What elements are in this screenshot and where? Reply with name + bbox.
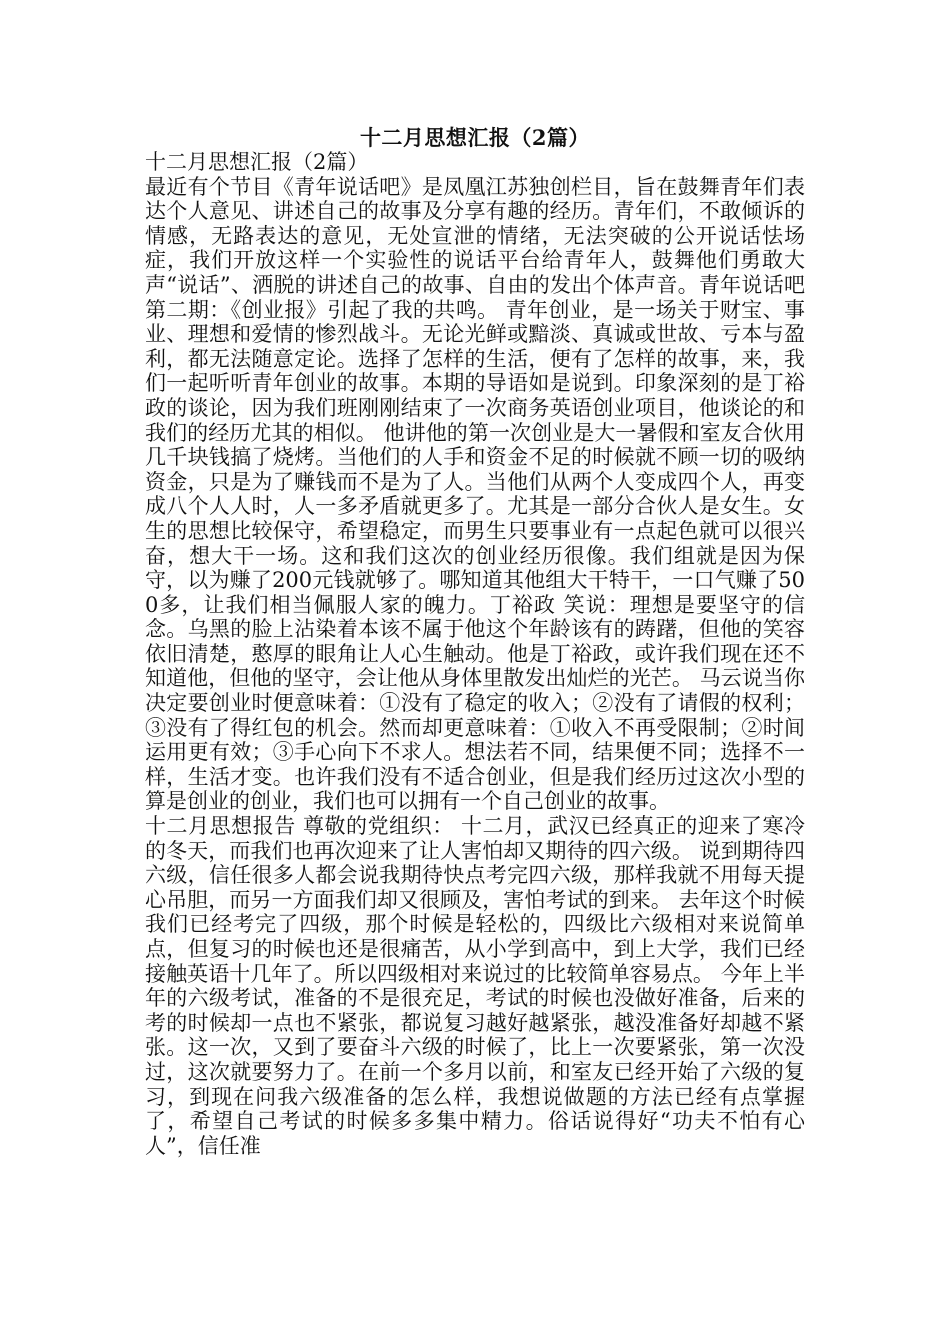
body-paragraph-2: 十二月思想报告 尊敬的党组织： 十二月，武汉已经真正的迎来了寒冷的冬天，而我们也再次迎来了让人害怕却又期待的四六级。 说到期待四六级，信任很多人都会说我期待快点考完四六级，那样我就不用每天提心吊胆，而另一方面我们却又很顾及，害怕考试的到来。 去年这个时候我们已经考完了四级，那个时候是轻松的，四级比六级相对来说简单点，但复习的时候也还是很痛苦，从小学到高中，到上大学，我们已经接触英语十几年了。所以四级相对来说过的比较简单容易点。 今年上半年的六级考试，准备的不是很充足，考试的时候也没做好准备，后来的考的时候却一点也不紧张，都说复习越好越紧张，越没准备好却越不紧张。这一次，又到了要奋斗六级的时候了，比上一次要紧张，第一次没过，这次就要努力了。在前一个多月以前，和室友已经开始了六级的复习，到现在问我六级准备的怎么样，我想说做题的方法已经有点掌握了，希望自己考试的时候多多集中精力。俗话说得好“功夫不怕有心人”，信任准: [145, 814, 805, 1158]
body-paragraph-1: 最近有个节目《青年说话吧》是凤凰江苏独创栏目，旨在鼓舞青年们表达个人意见、讲述自己的故事及分享有趣的经历。青年们，不敢倾诉的情感，无路表达的意见，无处宣泄的情绪，无法突破的公开说话怯场症，我们开放这样一个实验性的说话平台给青年人，鼓舞他们勇敢大声“说话”、洒脱的讲述自己的故事、自由的发出个体声音。青年说话吧第二期：《创业报》引起了我的共鸣。 青年创业，是一场关于财宝、事业、理想和爱情的惨烈战斗。无论光鲜或黯淡、真诚或世故、亏本与盈利，都无法随意定论。选择了怎样的生活，便有了怎样的故事，来，我们一起听听青年创业的故事。本期的导语如是说到。印象深刻的是丁裕政的谈论，因为我们班刚刚结束了一次商务英语创业项目，他谈论的和我们的经历尤其的相似。 他讲他的第一次创业是大一暑假和室友合伙用几千块钱搞了烧烤。当他们的人手和资金不足的时候就不顾一切的吸纳资金，只是为了赚钱而不是为了人。当他们从两个人变成四个人，再变成八个人人时，人一多矛盾就更多了。尤其是一部分合伙人是女生。女生的思想比较保守，希望稳定，而男生只要事业有一点起色就可以很兴奋，想大干一场。这和我们这次的创业经历很像。我们组就是因为保守，以为赚了200元钱就够了。哪知道其他组大干特干，一口气赚了500多，让我们相当佩服人家的魄力。丁裕政 笑说：理想是要坚守的信念。乌黑的脸上沾染着本该不属于他这个年龄该有的踌躇，但他的笑容依旧清楚，憨厚的眼角让人心生触动。他是丁裕政，或许我们现在还不知道他，但他的坚守，会让他从身体里散发出灿烂的光芒。 马云说当你决定要创业时便意味着：①没有了稳定的收入；②没有了请假的权利；③没有了得红包的机会。然而却更意味着：①收入不再受限制；②时间运用更有效；③手心向下不求人。想法若不同，结果便不同；选择不一样，生活才变。也许我们没有不适合创业，但是我们经历过这次小型的算是创业的创业，我们也可以拥有一个自己创业的故事。: [145, 174, 805, 814]
body-paragraph-subtitle: 十二月思想汇报（2篇）: [145, 150, 369, 174]
document-body: [145, 150, 805, 1158]
document-title: 十二月思想汇报（2篇）: [359, 125, 591, 150]
